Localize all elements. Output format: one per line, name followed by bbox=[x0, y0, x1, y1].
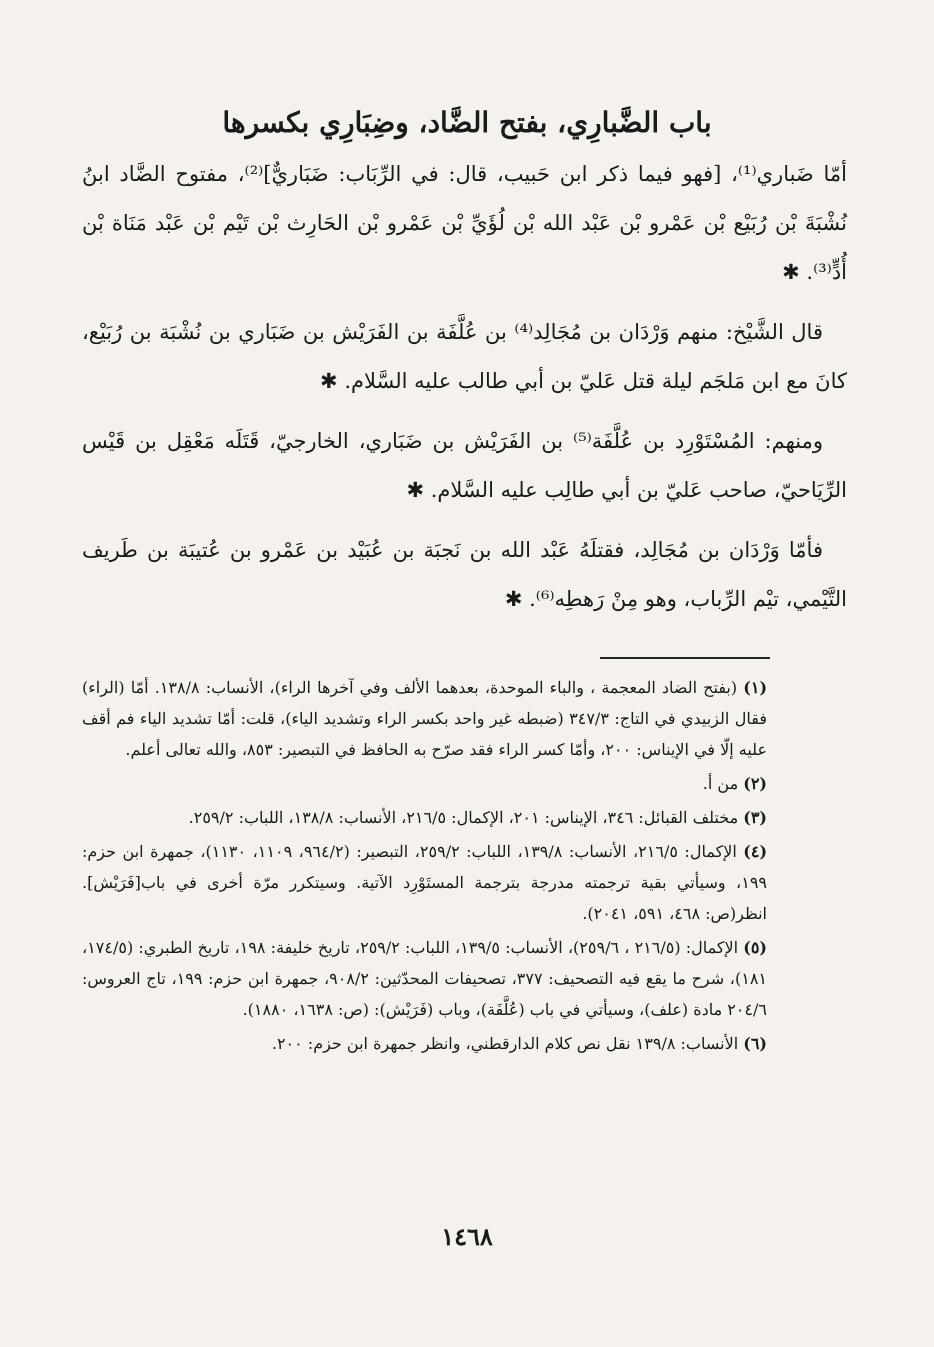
footnote-text: مختلف القبائل: ٣٤٦، الإيناس: ٢٠١، الإكمال: ٢١٦/٥، الأنساب: ١٣٨/٨، اللباب: ٢٥٩/٢. bbox=[188, 808, 739, 827]
footnote-text: (بفتح الضاد المعجمة ، والباء الموحدة، بعدهما الألف وفي آخرها الراء)، الأنساب: ١٣٨/٨. أمّا (الراء) فقال الزبيدي في التاج: ٣٤٧/٣ (ضبطه غير واحد بكسر الراء وتشديد الياء)، قلت: أمّا تشديد الياء فم أقف عليه إلّا في الإيناس: ٢٠٠، وأمّا كسر الراء فقد صرّح به الحافظ في التبصير: ٨٥٣، والله تعالى أعلم. bbox=[82, 678, 767, 759]
footnote bbox=[82, 932, 767, 1025]
footnote bbox=[82, 768, 767, 799]
footnote bbox=[82, 802, 767, 833]
footnote-number: (٢) bbox=[743, 774, 767, 793]
footnote-number: (٥) bbox=[743, 938, 767, 957]
footnote-text: من أ. bbox=[702, 774, 739, 793]
main-text bbox=[82, 150, 847, 635]
footnote bbox=[82, 1028, 767, 1059]
footnote-number: (١) bbox=[743, 678, 768, 697]
footnote bbox=[82, 672, 767, 765]
footnote-number: (٦) bbox=[743, 1034, 767, 1053]
footnote bbox=[82, 836, 767, 929]
footnote-text: الإكمال: ٢١٦/٥، الأنساب: ١٣٩/٨، اللباب: ٢٥٩/٢، التبصير: (٩٦٤/٢، ١١٠٩، ١١٣٠)، جمهرة ابن حزم: ١٩٩، وسيأتي بقية ترجمته مدرجة بترجمة المستَوْرِد الآتية. وسيتكرر مرّة أخرى في باب[فَرَيْش]. انظر(ص: ٤٦٨، ٥٩١، ٢٠٤١). bbox=[82, 842, 767, 923]
footnote-text: الأنساب: ١٣٩/٨ نقل نص كلام الدارقطني، وانظر جمهرة ابن حزم: ٢٠٠. bbox=[271, 1034, 739, 1053]
paragraph: قال الشَّيْخ: منهم وَرْدَان بن مُجَالِد⁽⁴⁾ بن عُلَّفَة بن الفَرَيْش بن ضَبَاري بن نُشْبَة بن رُبَيْع، كانَ مع ابن مَلجَم ليلة قتل عَليّ بن أبي طالب عليه السَّلام. ✱ bbox=[82, 320, 847, 393]
chapter-heading: باب الضَّبارِي، بفتح الضَّاد، وضِبَارِي بكسرها bbox=[222, 106, 712, 139]
paragraph: ومنهم: المُسْتَوْرِد بن عُلَّفَة⁽⁵⁾ بن الفَرَيْش بن ضَبَاري، الخارجيّ، قَتَلَه مَعْقِل بن قَيْس الرِّيَاحيّ، صاحب عَليّ بن أبي طالِب عليه السَّلام. ✱ bbox=[82, 429, 847, 502]
footnote-text: الإكمال: (٢١٦/٥ ، ٢٥٩/٦)، الأنساب: ١٣٩/٥، اللباب: ٢٥٩/٢، تاريخ خليفة: ١٩٨، تاريخ الطبري: (١٧٤/٥، ١٨١)، شرح ما يقع فيه التصحيف: ٣٧٧، تصحيفات المحدّثين: ٩٠٨/٢، جمهرة ابن حزم: ١٩٩، تاج العروس: ٢٠٤/٦ مادة (علف)، وسيأتي في باب (عُلَّفَة)، وباب (فَرَيْش): (ص: ١٦٣٨، ١٨٨٠). bbox=[82, 938, 767, 1019]
footnote-number: (٣) bbox=[743, 808, 767, 827]
paragraph: أمّا ضَباري⁽¹⁾، [فهو فيما ذكر ابن حَبيب، قال: في الرِّبَاب: ضَبَاريٌّ]⁽²⁾، مفتوح الضَّاد ابنُ نُشْبَةَ بْن رُبَيْع بْن عَمْرو بْن عَبْد الله بْن لُؤَيِّ بْن عَمْرو بْن الحَارِث بْن تَيْم بْن عَبْد مَنَاة بْن أُدٍّ⁽³⁾. ✱ bbox=[82, 162, 848, 284]
footnote-separator bbox=[600, 657, 770, 659]
footnote-number: (٤) bbox=[743, 842, 768, 861]
paragraph: فأمّا وَرْدَان بن مُجَالِد، فقتلَهُ عَبْد الله بن نَجبَة بن عُبَيْد بن عَمْرو بن عُتيبَة بن طَريف التَّيْمي، تيْم الرِّباب، وهو مِنْ رَهطِه⁽⁶⁾. ✱ bbox=[82, 538, 847, 611]
footnotes bbox=[82, 672, 767, 1062]
page-number: ١٤٦٨ bbox=[441, 1222, 493, 1251]
